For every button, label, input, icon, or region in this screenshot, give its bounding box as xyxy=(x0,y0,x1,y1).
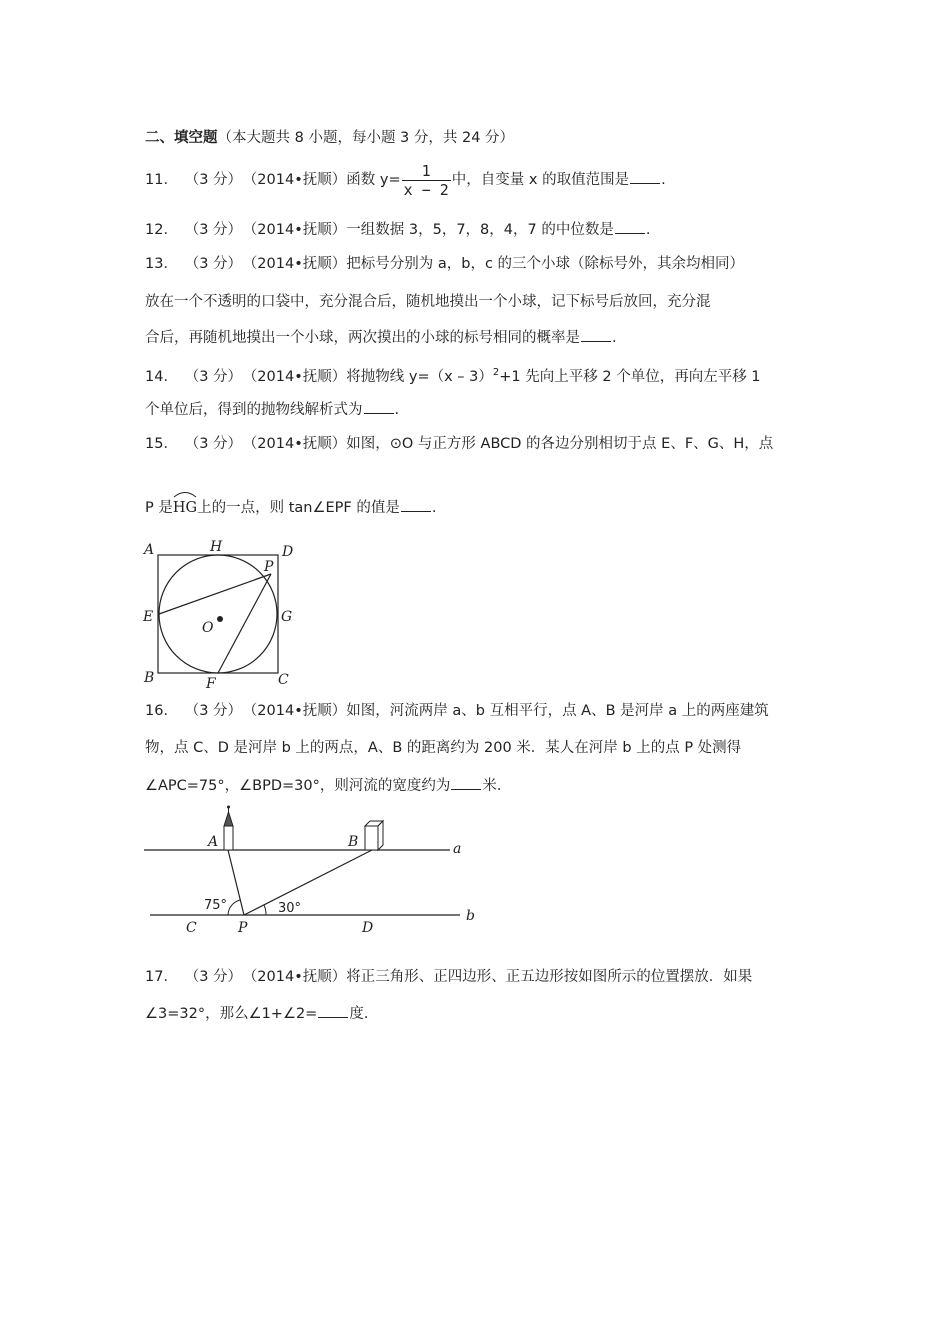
label-a: A xyxy=(144,542,155,558)
figure-square-circle xyxy=(140,538,310,690)
question-score: （3 分） xyxy=(191,222,243,238)
answer-blank[interactable] xyxy=(615,220,645,234)
question-15 xyxy=(145,434,773,454)
fraction-denominator: x − 2 xyxy=(403,180,449,199)
question-number: 16． xyxy=(145,703,178,719)
segment-pa xyxy=(228,850,244,915)
section-title: 二、填空题 xyxy=(145,130,218,146)
figure-river xyxy=(140,800,485,942)
question-text: 合后，再随机地摸出一个小球，两次摸出的小球的标号相同的概率是 xyxy=(145,330,580,346)
answer-blank[interactable] xyxy=(401,498,431,512)
question-text: 将抛物线 y=（x – 3） xyxy=(346,368,493,385)
label-c: C xyxy=(186,920,197,936)
building-b-front xyxy=(365,826,378,850)
question-score: （3 分） xyxy=(191,969,243,985)
arc-label: HG xyxy=(172,500,198,516)
label-h: H xyxy=(210,539,223,555)
question-source: （2014•抚顺） xyxy=(250,436,347,452)
label-g: G xyxy=(281,609,293,625)
label-d: D xyxy=(362,920,374,936)
label-a: A xyxy=(208,834,219,850)
question-number: 13． xyxy=(145,256,178,272)
question-14 xyxy=(145,363,761,387)
label-d: D xyxy=(282,544,294,560)
question-16-line3 xyxy=(145,776,511,796)
question-15-line2 xyxy=(145,496,436,518)
question-source: （2014•抚顺） xyxy=(250,172,347,188)
answer-blank[interactable] xyxy=(318,1004,348,1018)
fraction xyxy=(402,162,451,199)
segment-ep xyxy=(159,574,271,614)
question-17-line2 xyxy=(145,1004,378,1024)
period: . xyxy=(612,330,617,346)
segment-pf xyxy=(218,574,271,673)
question-text: 如图，河流两岸 a、b 互相平行，点 A、B 是河岸 a 上的两座建筑 xyxy=(346,703,769,719)
fraction-numerator: 1 xyxy=(402,162,451,181)
building-a-roof xyxy=(224,812,233,826)
question-11 xyxy=(145,160,666,200)
building-b-side xyxy=(378,821,383,850)
section-note: （本大题共 8 小题，每小题 3 分，共 24 分） xyxy=(217,130,515,146)
question-14-line2 xyxy=(145,400,399,420)
superscript: 2 xyxy=(492,367,500,378)
arc-icon xyxy=(173,490,197,498)
label-p: P xyxy=(238,920,248,936)
label-f: F xyxy=(206,676,216,690)
question-16-line2: 物，点 C、D 是河岸 b 上的两点，A、B 的距离约为 200 米．某人在河岸 b 上的点 P 处测得 xyxy=(145,740,742,756)
question-text: 函数 y= xyxy=(346,172,401,188)
segment-pb xyxy=(244,850,372,915)
question-source: （2014•抚顺） xyxy=(250,703,347,719)
question-13-line2: 放在一个不透明的口袋中，充分混合后，随机地摸出一个小球，记下标号后放回，充分混 xyxy=(145,294,711,310)
question-score: （3 分） xyxy=(191,172,243,188)
label-e: E xyxy=(143,609,154,625)
period: . xyxy=(431,500,437,516)
question-score: （3 分） xyxy=(191,436,243,452)
arc-notation xyxy=(173,496,197,518)
question-source: （2014•抚顺） xyxy=(250,222,347,238)
period: . xyxy=(645,222,651,238)
question-number: 17． xyxy=(145,969,178,985)
question-number: 14． xyxy=(145,368,178,385)
question-13-line3 xyxy=(145,328,617,348)
label-bank-b: b xyxy=(466,908,475,924)
label-p: P xyxy=(264,559,274,575)
question-17 xyxy=(145,967,752,987)
question-source: （2014•抚顺） xyxy=(250,256,347,272)
section-heading xyxy=(145,128,514,148)
question-text: ∠3=32°，那么∠1+∠2= xyxy=(145,1006,318,1022)
question-text-cont: +1 先向上平移 2 个单位，再向左平移 1 xyxy=(499,368,761,385)
circle-o xyxy=(159,555,277,673)
question-text: 个单位后，得到的抛物线解析式为 xyxy=(145,402,363,418)
question-source: （2014•抚顺） xyxy=(250,368,347,385)
question-16 xyxy=(145,701,769,721)
question-text: 如图，⊙O 与正方形 ABCD 的各边分别相切于点 E、F、G、H，点 xyxy=(346,436,774,452)
label-b: B xyxy=(348,834,359,850)
answer-blank[interactable] xyxy=(581,328,611,342)
angle-arc-30 xyxy=(264,905,266,915)
building-a-tip xyxy=(227,806,230,809)
question-score: （3 分） xyxy=(191,368,243,385)
answer-blank[interactable] xyxy=(630,170,660,184)
question-text: ∠APC=75°，∠BPD=30°，则河流的宽度约为 xyxy=(145,778,451,794)
question-score: （3 分） xyxy=(191,256,243,272)
question-text: 一组数据 3，5，7，8，4，7 的中位数是 xyxy=(346,222,614,238)
label-b: B xyxy=(144,670,155,686)
label-o: O xyxy=(202,620,214,636)
question-text: 把标号分别为 a，b，c 的三个小球（除标号外，其余均相同） xyxy=(346,256,745,272)
question-12 xyxy=(145,220,650,240)
period: . xyxy=(661,172,666,188)
angle-label-75: 75° xyxy=(204,898,228,913)
label-c: C xyxy=(278,672,289,688)
question-13 xyxy=(145,254,744,274)
question-number: 12． xyxy=(145,222,178,238)
question-score: （3 分） xyxy=(191,703,243,719)
label-bank-a: a xyxy=(453,841,462,857)
center-point xyxy=(217,616,223,622)
question-text-cont: 上的一点，则 tan∠EPF 的值是 xyxy=(197,500,400,516)
angle-label-30: 30° xyxy=(278,901,302,916)
answer-blank[interactable] xyxy=(451,776,481,790)
question-number: 11． xyxy=(145,172,178,188)
question-source: （2014•抚顺） xyxy=(250,969,347,985)
answer-blank[interactable] xyxy=(364,400,394,414)
building-a xyxy=(224,826,233,850)
unit-text: 米． xyxy=(482,778,512,794)
question-text-cont: 中，自变量 x 的取值范围是 xyxy=(451,172,630,188)
question-number: 15． xyxy=(145,436,178,452)
angle-arc-75 xyxy=(228,900,240,915)
question-text: 将正三角形、正四边形、正五边形按如图所示的位置摆放．如果 xyxy=(346,969,753,985)
question-text: P 是 xyxy=(145,500,173,516)
unit-text: 度． xyxy=(349,1006,379,1022)
period: . xyxy=(394,402,400,418)
